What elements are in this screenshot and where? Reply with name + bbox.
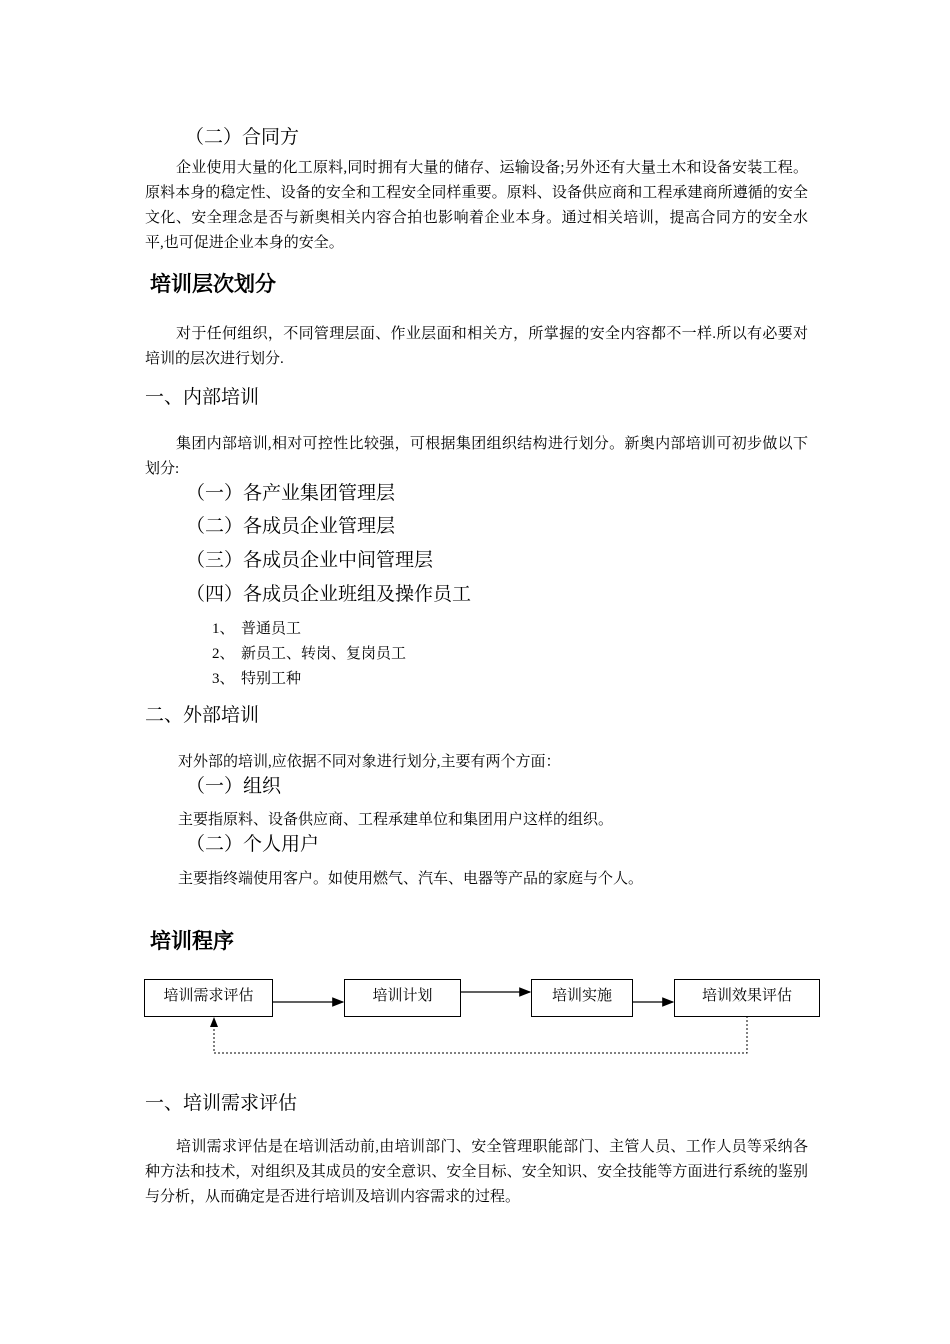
external-paragraph: 对外部的培训,应依据不同对象进行划分,主要有两个方面： — [178, 754, 561, 770]
contractor-heading: （二）合同方 — [185, 126, 300, 148]
external-person-heading: （二）个人用户 — [186, 833, 320, 855]
internal-paragraph: 集团内部培训,相对可控性比较强，可根据集团组织结构进行划分。新奥内部培训可初步做以下划分: — [145, 436, 808, 477]
levels-title: 培训层次划分 — [150, 272, 276, 296]
levels-intro: 对于任何组织，不同管理层面、作业层面和相关方，所掌握的安全内容都不一样.所以有必要对培训的层次进行划分. — [145, 326, 808, 367]
external-org-text: 主要指原料、设备供应商、工程承建单位和集团用户这样的组织。 — [178, 812, 614, 828]
flow-step-box — [344, 979, 461, 1017]
needs-paragraph: 培训需求评估是在培训活动前,由培训部门、安全管理职能部门、主管人员、工作人员等采纳各种方法和技术，对组织及其成员的安全意识、安全目标、安全知识、安全技能等方面进行系统的鉴别与分析，从而确定是否进行培训及培训内容需求的过程。 — [145, 1139, 808, 1205]
internal-level: （一）各产业集团管理层 — [186, 482, 396, 504]
internal-heading: 一、内部培训 — [145, 386, 260, 408]
external-heading: 二、外部培训 — [145, 704, 260, 726]
internal-level: （四）各成员企业班组及操作员工 — [186, 583, 472, 605]
staff-item-label: 普通员工 — [241, 621, 302, 637]
staff-item-number: 1、 — [212, 621, 235, 637]
needs-heading: 一、培训需求评估 — [145, 1092, 298, 1114]
flow-step-label: 培训效果评估 — [701, 987, 792, 1004]
staff-item-label: 特别工种 — [241, 671, 302, 687]
feedback-loop-arrow — [214, 1016, 747, 1053]
flow-step-label: 培训实施 — [551, 987, 612, 1004]
staff-item-number: 2、 — [212, 646, 235, 662]
external-org-heading: （一）组织 — [186, 775, 282, 797]
flow-step-box — [531, 979, 633, 1017]
staff-item-number: 3、 — [212, 671, 235, 687]
staff-item-label: 新员工、转岗、复岗员工 — [241, 646, 407, 662]
internal-level: （二）各成员企业管理层 — [186, 515, 396, 537]
flow-step-box — [144, 979, 273, 1017]
external-person-text: 主要指终端使用客户。如使用燃气、汽车、电器等产品的家庭与个人。 — [178, 871, 644, 887]
flow-step-box — [674, 979, 820, 1017]
procedure-title: 培训程序 — [150, 929, 234, 953]
flow-step-label: 培训计划 — [372, 987, 433, 1004]
internal-level: （三）各成员企业中间管理层 — [186, 549, 434, 571]
contractor-paragraph: 企业使用大量的化工原料,同时拥有大量的储存、运输设备;另外还有大量土木和设备安装工程。原料本身的稳定性、设备的安全和工程安全同样重要。原料、设备供应商和工程承建商所遵循的安全文化、安全理念是否与新奥相关内容合拍也影响着企业本身。通过相关培训，提高合同方的安全水平,也可促进企业本身的安全。 — [145, 160, 808, 251]
flow-step-label: 培训需求评估 — [163, 987, 254, 1004]
